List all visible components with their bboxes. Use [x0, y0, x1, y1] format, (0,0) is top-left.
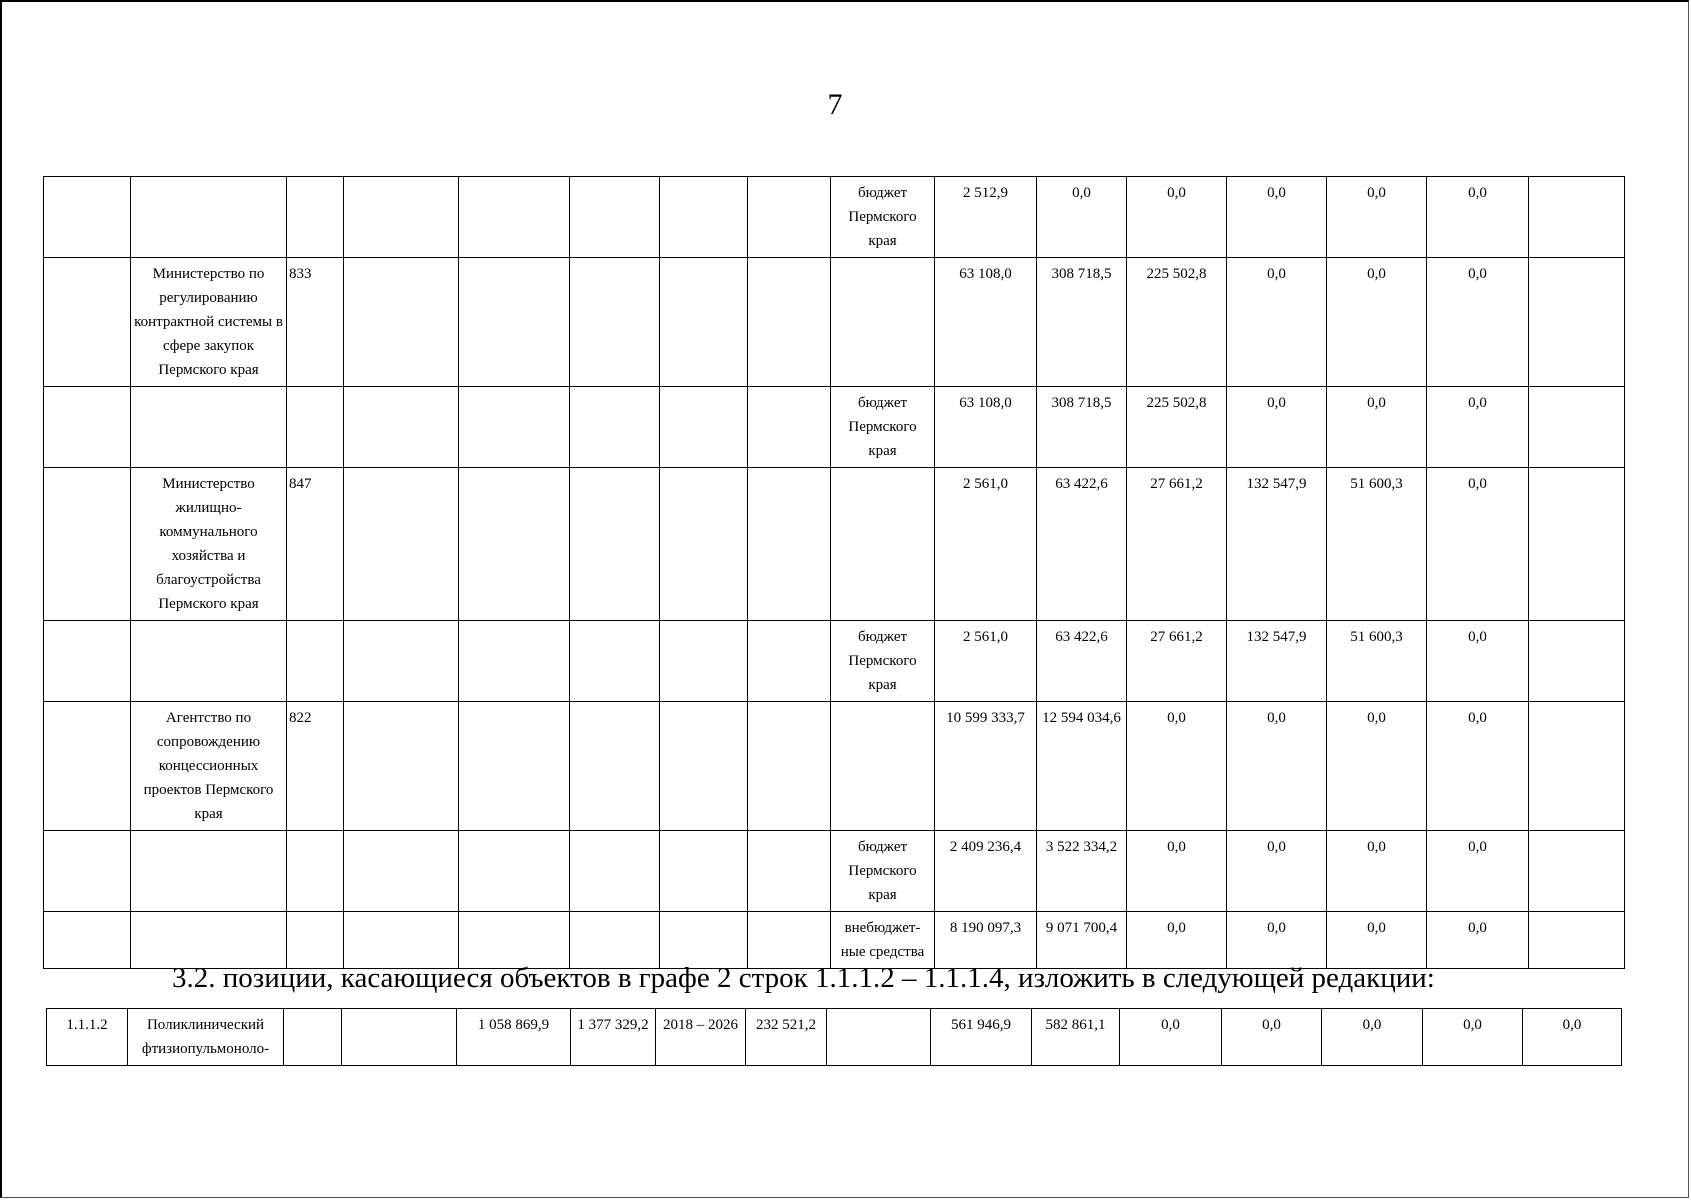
org-cell — [131, 621, 287, 702]
value-cell: 0,0 — [1327, 912, 1427, 969]
value-cell: 132 547,9 — [1227, 621, 1327, 702]
value-cell: 308 718,5 — [1037, 387, 1127, 468]
value-cell: 0,0 — [1227, 831, 1327, 912]
code-cell — [287, 912, 344, 969]
value-cell: 0,0 — [1120, 1009, 1222, 1066]
value-cell: 0,0 — [1427, 702, 1529, 831]
table-row — [44, 258, 1625, 387]
value-cell: 0,0 — [1427, 258, 1529, 387]
value-cell: 3 522 334,2 — [1037, 831, 1127, 912]
value-cell: 0,0 — [1127, 702, 1227, 831]
value-cell: 0,0 — [1322, 1009, 1423, 1066]
value-cell: 27 661,2 — [1127, 468, 1227, 621]
value-cell: 2 512,9 — [935, 177, 1037, 258]
source-cell — [831, 468, 935, 621]
table-row — [44, 912, 1625, 969]
org-cell: Министерство жилищно-коммунального хозяйства и благоустройства Пермского края — [131, 468, 287, 621]
value-cell: 0,0 — [1037, 177, 1127, 258]
period-cell: 2018 – 2026 — [656, 1009, 746, 1066]
value-cell: 0,0 — [1327, 177, 1427, 258]
value-cell: 0,0 — [1127, 177, 1227, 258]
org-cell — [131, 912, 287, 969]
source-cell — [831, 258, 935, 387]
table-row — [44, 831, 1625, 912]
table-row — [47, 1009, 1622, 1066]
value-cell: 0,0 — [1227, 258, 1327, 387]
value-cell: 0,0 — [1127, 912, 1227, 969]
code-cell — [287, 621, 344, 702]
value-cell: 0,0 — [1523, 1009, 1622, 1066]
org-cell — [131, 387, 287, 468]
value-cell: 0,0 — [1423, 1009, 1523, 1066]
value-cell: 63 422,6 — [1037, 621, 1127, 702]
org-cell — [131, 831, 287, 912]
value-cell: 63 108,0 — [935, 387, 1037, 468]
code-cell: 847 — [287, 468, 344, 621]
org-cell: Агентство по сопровождению концессионных проектов Пермского края — [131, 702, 287, 831]
code-cell — [287, 831, 344, 912]
value-cell: 232 521,2 — [746, 1009, 827, 1066]
value-cell: 0,0 — [1227, 387, 1327, 468]
row-number-cell: 1.1.1.2 — [47, 1009, 128, 1066]
value-cell: 0,0 — [1227, 702, 1327, 831]
value-cell: 0,0 — [1427, 831, 1529, 912]
value-cell: 132 547,9 — [1227, 468, 1327, 621]
objects-table — [46, 1008, 1622, 1066]
value-cell: 27 661,2 — [1127, 621, 1227, 702]
value-cell: 0,0 — [1427, 177, 1529, 258]
section-heading: 3.2. позиции, касающиеся объектов в графе 2 строк 1.1.1.2 – 1.1.1.4, изложить в следующей редакции: — [172, 962, 1435, 994]
value-cell: 308 718,5 — [1037, 258, 1127, 387]
page-number: 7 — [827, 88, 843, 121]
value-cell: 2 561,0 — [935, 468, 1037, 621]
value-cell: 2 409 236,4 — [935, 831, 1037, 912]
object-name-cell: Поликлинический фтизиопульмоноло- — [128, 1009, 284, 1066]
value-cell: 561 946,9 — [931, 1009, 1032, 1066]
value-cell: 225 502,8 — [1127, 258, 1227, 387]
budget-table — [43, 176, 1625, 969]
value-cell: 2 561,0 — [935, 621, 1037, 702]
value-cell: 51 600,3 — [1327, 468, 1427, 621]
value-cell: 0,0 — [1327, 387, 1427, 468]
table-row — [44, 387, 1625, 468]
value-cell: 0,0 — [1222, 1009, 1322, 1066]
value-cell: 1 058 869,9 — [457, 1009, 571, 1066]
value-cell: 225 502,8 — [1127, 387, 1227, 468]
source-cell: внебюджет-ные средства — [831, 912, 935, 969]
value-cell: 0,0 — [1427, 912, 1529, 969]
code-cell: 833 — [287, 258, 344, 387]
value-cell: 0,0 — [1227, 177, 1327, 258]
source-cell: бюджет Пермского края — [831, 621, 935, 702]
code-cell: 822 — [287, 702, 344, 831]
value-cell: 9 071 700,4 — [1037, 912, 1127, 969]
source-cell: бюджет Пермского края — [831, 387, 935, 468]
value-cell: 63 422,6 — [1037, 468, 1127, 621]
table-row — [44, 702, 1625, 831]
org-cell — [131, 177, 287, 258]
value-cell: 0,0 — [1127, 831, 1227, 912]
source-cell: бюджет Пермского края — [831, 831, 935, 912]
value-cell: 0,0 — [1327, 258, 1427, 387]
value-cell: 0,0 — [1427, 621, 1529, 702]
value-cell: 1 377 329,2 — [571, 1009, 656, 1066]
code-cell — [287, 177, 344, 258]
table-row — [44, 468, 1625, 621]
value-cell: 0,0 — [1227, 912, 1327, 969]
table-row — [44, 177, 1625, 258]
source-cell — [831, 702, 935, 831]
value-cell: 0,0 — [1427, 387, 1529, 468]
source-cell: бюджет Пермского края — [831, 177, 935, 258]
org-cell: Министерство по регулированию контрактной системы в сфере закупок Пермского края — [131, 258, 287, 387]
value-cell: 12 594 034,6 — [1037, 702, 1127, 831]
value-cell: 0,0 — [1327, 831, 1427, 912]
value-cell: 10 599 333,7 — [935, 702, 1037, 831]
table-row — [44, 621, 1625, 702]
value-cell: 0,0 — [1427, 468, 1529, 621]
value-cell: 51 600,3 — [1327, 621, 1427, 702]
value-cell: 582 861,1 — [1032, 1009, 1120, 1066]
value-cell: 63 108,0 — [935, 258, 1037, 387]
value-cell: 0,0 — [1327, 702, 1427, 831]
value-cell: 8 190 097,3 — [935, 912, 1037, 969]
code-cell — [287, 387, 344, 468]
